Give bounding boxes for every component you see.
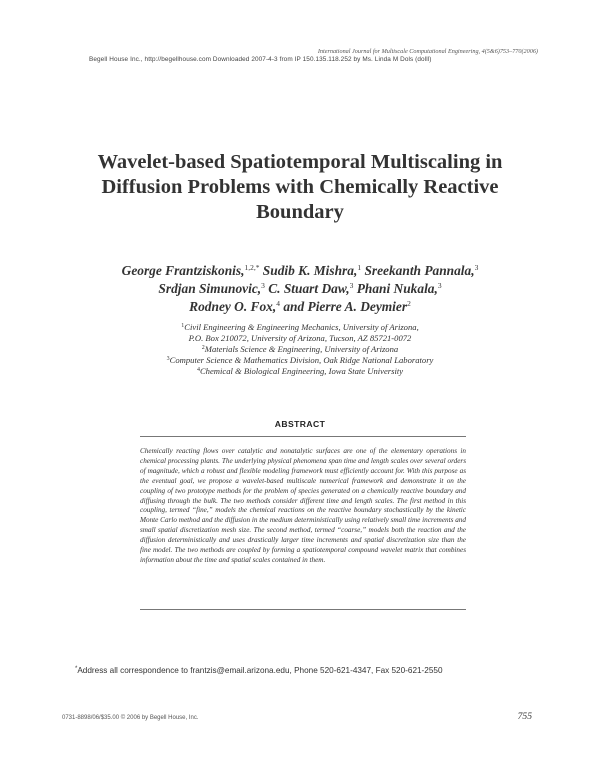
author-name: Phani Nukala, <box>356 281 438 296</box>
download-watermark: Begell House Inc., http://begellhouse.com Downloaded 2007-4-3 from IP 150.135.118.252 by Ms. Linda M Dols (dolll) <box>89 56 432 63</box>
affiliation <box>60 366 540 377</box>
author-name: George Frantziskonis, <box>121 263 245 278</box>
copyright-line: 0731-8898/06/$35.00 © 2006 by Begell House, Inc. <box>62 715 199 721</box>
affiliation-mark: 1 <box>181 323 185 329</box>
abstract-top-rule <box>140 436 466 437</box>
affiliation-mark: 4 <box>196 367 200 373</box>
author-affiliation-mark: 3 <box>261 281 265 290</box>
affiliation-text: Computer Science & Mathematics Division, Oak Ridge National Laboratory <box>169 355 434 365</box>
correspondence-footnote <box>75 666 443 675</box>
affiliation <box>60 333 540 344</box>
page-number: 755 <box>517 711 532 722</box>
affiliation-text: Civil Engineering & Engineering Mechanics, University of Arizona, <box>184 322 419 332</box>
affiliation-list <box>60 322 540 377</box>
author-name: Srdjan Simunovic, <box>158 281 262 296</box>
author-name: Sudib K. Mishra, <box>262 263 358 278</box>
author-name: and Pierre A. Deymier <box>283 299 408 314</box>
journal-citation: International Journal for Multiscale Computational Engineering, 4(5&6)753–770(2006) <box>317 48 538 55</box>
footnote-text: Address all correspondence to frantzis@email.arizona.edu, Phone 520-621-4347, Fax 520-621-2550 <box>77 666 443 675</box>
author-affiliation-mark: 3 <box>349 281 354 290</box>
affiliation-mark: 2 <box>201 345 205 351</box>
author-affiliation-mark: 1 <box>357 263 362 272</box>
author-name: C. Stuart Daw, <box>268 281 350 296</box>
affiliation-text: P.O. Box 210072, University of Arizona, Tucson, AZ 85721-0072 <box>188 333 412 343</box>
affiliation <box>60 344 540 355</box>
affiliation <box>60 322 540 333</box>
affiliation <box>60 355 540 366</box>
affiliation-text: Materials Science & Engineering, University of Arizona <box>204 344 399 354</box>
affiliation-mark: 3 <box>166 356 170 362</box>
abstract-body: Chemically reacting flows over catalytic and nonatalytic surfaces are one of the elementary operations in chemical processing plants. The underlying physical phenomena span time and length scales over several orders of magnitude, which a robust and flexible modeling framework must efficiently account for. With this purpose as the eventual goal, we propose a wavelet-based multiscale numerical framework and demonstrate it on the coupling of two prototype methods for the problem of species generated on a chemically reactive boundary and diffusing through the bulk. The two methods consider different time and length scales. The first method in this coupling, termed “fine,” models the chemical reactions on the reactive boundary stochastically by the kinetic Monte Carlo method and the diffusion in the medium deterministically using relatively small time increments and small spatial discretization mesh size. The second method, termed “coarse,” models both the reaction and the diffusion deterministically and uses drastically larger time increments and spatial discretization size than the fine model. The two methods are coupled by forming a spatiotemporal compound wavelet matrix that combines information about the time and spatial scales contained in them. <box>140 447 466 564</box>
author-affiliation-mark: 2 <box>407 299 411 308</box>
author-affiliation-mark: 4 <box>276 299 280 308</box>
abstract-heading: ABSTRACT <box>274 419 326 429</box>
author-list <box>60 262 540 316</box>
footnote-mark: * <box>75 666 78 672</box>
affiliation-text: Chemical & Biological Engineering, Iowa State University <box>199 366 404 376</box>
author-name: Sreekanth Pannala, <box>364 263 475 278</box>
author-affiliation-mark: 1,2,* <box>244 263 260 272</box>
abstract-bottom-rule <box>140 609 466 610</box>
author-affiliation-mark: 3 <box>474 263 479 272</box>
author-name: Rodney O. Fox, <box>189 299 277 314</box>
author-affiliation-mark: 3 <box>437 281 442 290</box>
paper-title: Wavelet-based Spatiotemporal Multiscaling in Diffusion Problems with Chemically Reactive Boundary <box>97 151 503 223</box>
